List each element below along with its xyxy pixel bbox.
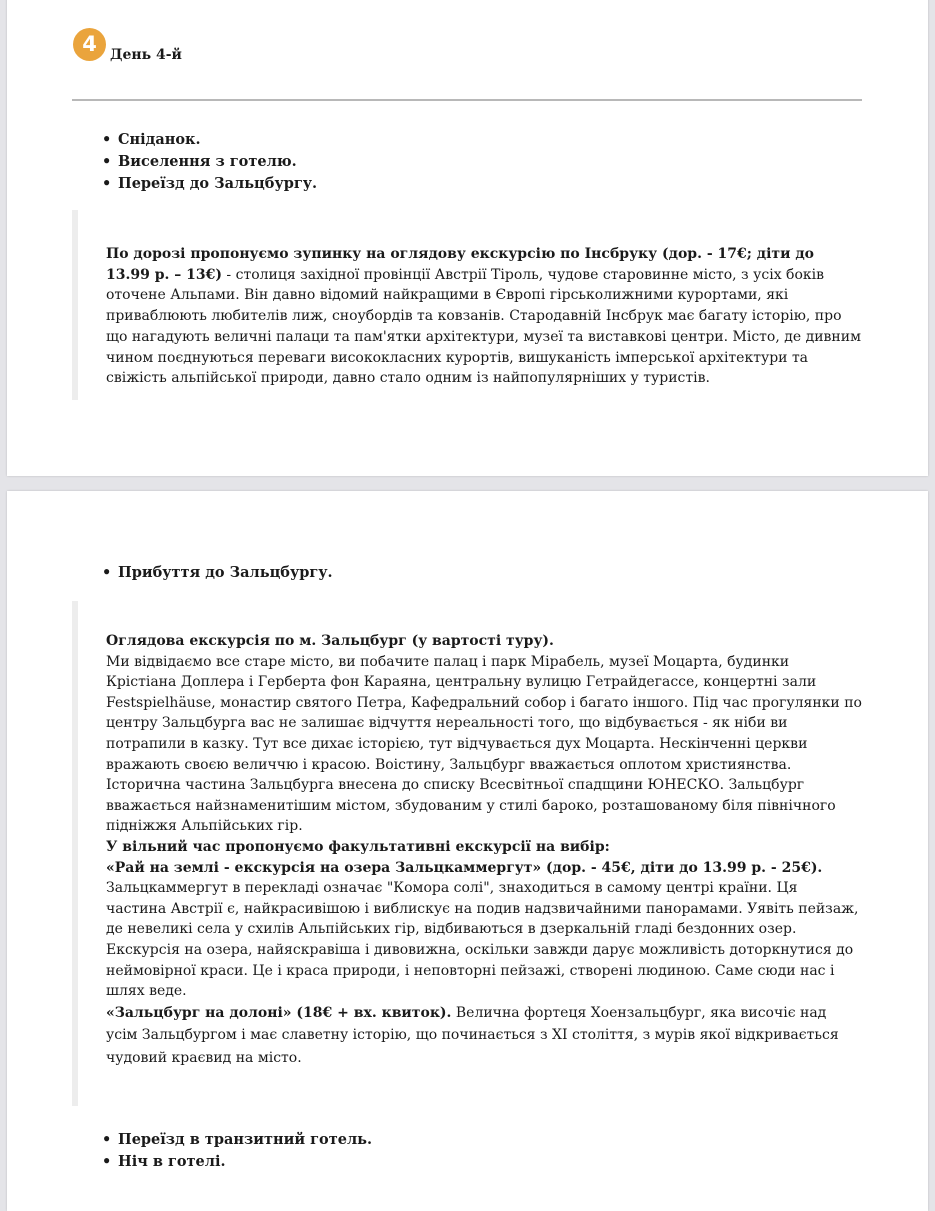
section-divider	[72, 99, 862, 101]
day-title: День 4-й	[110, 47, 182, 63]
arrival-bullet-list	[100, 562, 333, 584]
salzburg-tour-title: Оглядова екскурсія по м. Зальцбург (у вартості туру).	[106, 633, 554, 649]
day-number-badge: 4	[73, 28, 106, 61]
salzburg-palm-description: Величнa фортеця Хоензальцбург, яка височіє над усім Зальцбургом і має славетну історію, що починається з XI століття, з мурів якої відкривається чудовий краєвид на місто.	[106, 1004, 839, 1066]
morning-bullet-list	[100, 129, 317, 195]
list-item: • Ніч в готелі.	[100, 1151, 372, 1173]
optional-excursions-heading: У вільний час пропонуємо факультативні екскурсії на вибір:	[106, 838, 610, 855]
innsbruck-excursion-quote	[72, 210, 862, 400]
list-item: • Переїзд в транзитний готель.	[100, 1129, 372, 1151]
list-item: • Сніданок.	[100, 129, 317, 151]
page-1	[7, 0, 928, 476]
salzburg-palm-excursion	[106, 1002, 862, 1070]
salzburg-tour-description: Ми відвідаємо все старе місто, ви побачите палац і парк Мірабель, музеї Моцарта, будинки Крістіана Доплера і Герберта фон Караяна, центральну вулицю Гетрайдегассе, концертні зали Festspielhäuse, монастир святого Петра, Кафедральний собор і багато іншого. Під час прогулянки по центру Зальцбурга вас не залишає відчуття нереальності того, що відбувається - як ніби ви потрапили в казку. Тут все дихає історією, тут відчувається дух Моцарта. Нескінченні церкви вражають своєю величчю і красою. Воістину, Зальцбург вважається оплотом християнства. Історична частина Зальцбурга внесена до списку Всесвітньої спадщини ЮНЕСКО. Зальцбург вважається найзнаменитішим містом, збудованим у стилі бароко, розташованому біля північного підніжжя Альпійських гір.	[106, 653, 862, 835]
innsbruck-paragraph	[106, 244, 862, 389]
innsbruck-description: - столиця західної провінції Австрії Тіроль, чудове старовинне місто, з усіх боків оточене Альпами. Він давно відомий найкращими в Європі гірськолижними курортами, які приваблюють любителів лиж, сноубордів та ковзанів. Стародавній Інсбрук має багату історію, про що нагадують величні палаци та пам'ятки архітектури, музеї та виставкові центри. Місто, де дивним чином поєднуються переваги висококласних курортів, вишуканість імперської архітектури та свіжість альпійської природи, давно стало одним із найпопулярніших у туристів.	[106, 266, 861, 387]
list-item: • Виселення з готелю.	[100, 151, 317, 173]
list-item: • Прибуття до Зальцбургу.	[100, 562, 333, 584]
innsbruck-offer: По дорозі пропонуємо зупинку на оглядову екскурсію по Інсбруку (дор. - 17€; діти до 13.99 р. – 13€)	[106, 246, 815, 283]
salzkammergut-excursion	[106, 858, 862, 1002]
list-item: • Переїзд до Зальцбургу.	[100, 173, 317, 195]
salzkammergut-offer: «Рай на землі - екскурсія на озера Зальцкаммергут» (дор. - 45€, діти до 13.99 р. - 25€).	[106, 859, 823, 876]
page-2	[7, 491, 928, 1211]
salzkammergut-description: Зальцкаммергут в перекладі означає "Комора солі", знаходиться в самому центрі країни. Ця частина Австрії є, найкрасивішою і виблискує на подив надзвичайними панорамами. Уявіть пейзаж, де невеликі села у схилів Альпійських гір, відбиваються в дзеркальній гладі бездонних озер. Екскурсія на озера, найяскравіша і дивовижна, оскільки завжди дарує можливість доторкнутися до неймовірної краси. Це і краса природи, і неповторні пейзажі, створені людиною. Саме сюди нас і шлях веде.	[106, 880, 859, 1000]
salzburg-palm-offer: «Зальцбург на долоні» (18€ + вх. квиток).	[106, 1004, 452, 1021]
evening-bullet-list	[100, 1129, 372, 1173]
salzburg-excursion-quote	[72, 601, 862, 1106]
